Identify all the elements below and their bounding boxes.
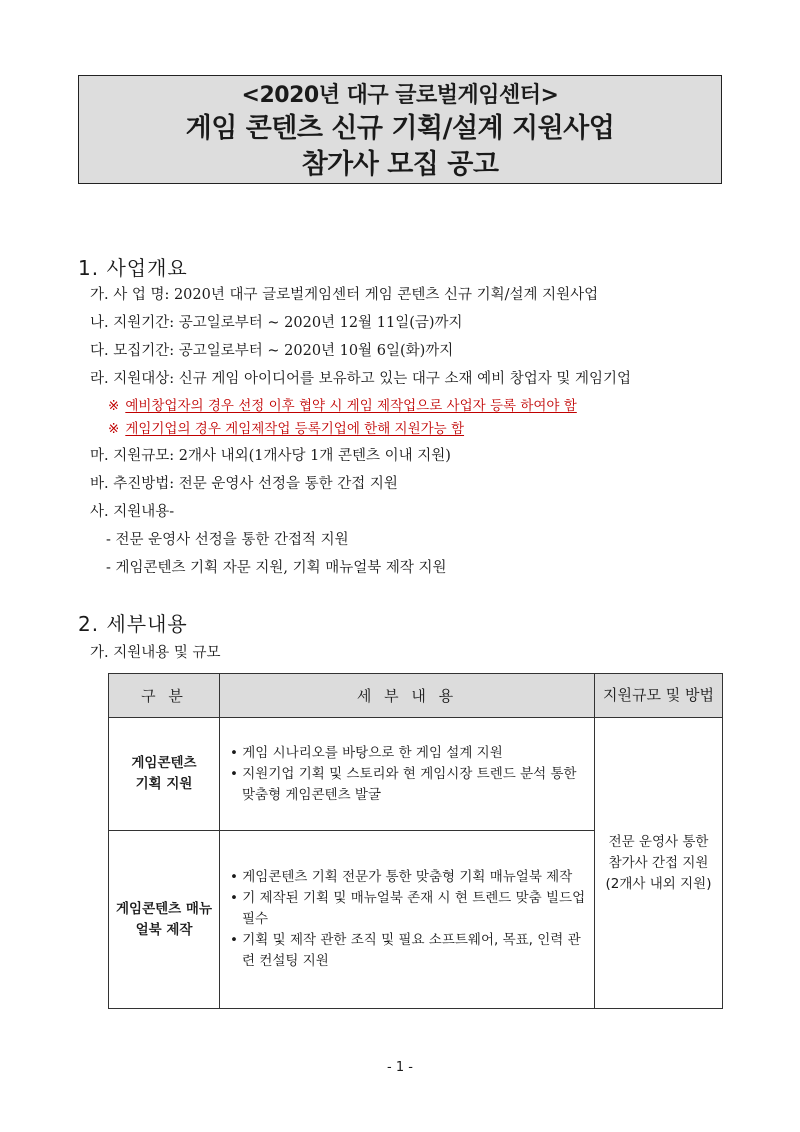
note-text: 예비창업자의 경우 선정 이후 협약 시 게임 제작업으로 사업자 등록 하여야 함 [125, 398, 577, 414]
title-line-3: 참가사 모집 공고 [301, 149, 499, 180]
title-line-2: 게임 콘텐츠 신규 기획/설계 지원사업 [185, 113, 615, 144]
detail-bullet: • 기 제작된 기획 및 매뉴얼북 존재 시 현 트렌드 맞춤 빌드업 필수 [230, 890, 586, 927]
overview-item-target: 라. 지원대상: 신규 게임 아이디어를 보유하고 있는 대구 소재 예비 창업자 및 게임기업 [90, 371, 632, 387]
table-row [109, 718, 723, 831]
overview-item-period: 나. 지원기간: 공고일로부터 ~ 2020년 12월 11일(금)까지 [90, 315, 463, 331]
row-category-text: 게임콘텐츠 기획 지원 [131, 755, 197, 792]
note-mark: ※ [108, 421, 120, 437]
page-number: - 1 - [387, 1060, 413, 1075]
row-details [220, 718, 595, 831]
content-subitem: - 전문 운영사 선정을 통한 간접적 지원 [106, 532, 349, 548]
row-category [109, 718, 220, 831]
detail-bullet: • 게임 시나리오를 바탕으로 한 게임 설계 지원 [230, 744, 503, 761]
detail-bullet: • 기획 및 제작 관한 조직 및 필요 소프트웨어, 목표, 인력 관련 컨설팅 지원 [230, 932, 581, 969]
detail-bullet: • 게임콘텐츠 기획 전문가 통한 맞춤형 기획 매뉴얼북 제작 [230, 869, 573, 885]
title-box [78, 75, 722, 184]
overview-item-method: 바. 추진방법: 전문 운영사 선정을 통한 간접 지원 [90, 476, 398, 492]
overview-item-name: 가. 사 업 명: 2020년 대구 글로벌게임센터 게임 콘텐츠 신규 기획/설계 지원사업 [90, 287, 599, 303]
section-2-heading: 2. 세부내용 [78, 612, 188, 636]
row-category-text: 게임콘텐츠 매뉴얼북 제작 [116, 900, 212, 938]
section-1-heading: 1. 사업개요 [78, 256, 188, 280]
note-company [108, 420, 464, 438]
header-method: 지원규모 및 방법 [595, 674, 723, 718]
detail-bullet: • 지원기업 기획 및 스토리와 현 게임시장 트렌드 분석 통한 맞춤형 게임콘텐츠 발굴 [230, 765, 577, 803]
header-category: 구 분 [109, 674, 220, 718]
row-details [220, 831, 595, 1009]
content-subitem: - 게임콘텐츠 기획 자문 지원, 기획 매뉴얼북 제작 지원 [106, 560, 447, 576]
support-table [108, 673, 723, 1009]
overview-item-recruit: 다. 모집기간: 공고일로부터 ~ 2020년 10월 6일(화)까지 [90, 343, 454, 359]
overview-item-content: 사. 지원내용- [90, 504, 175, 520]
note-mark: ※ [108, 398, 120, 414]
note-preliminary [108, 397, 577, 415]
section-2-subheading: 가. 지원내용 및 규모 [90, 645, 221, 661]
table-header-row [109, 674, 723, 718]
note-text: 게임기업의 경우 게임제작업 등록기업에 한해 지원가능 함 [125, 421, 465, 437]
title-line-1: <2020년 대구 글로벌게임센터> [241, 83, 559, 108]
header-details: 세 부 내 용 [220, 674, 595, 718]
method-text: 전문 운영사 통한 참가사 간접 지원 (2개사 내외 지원) [605, 833, 712, 892]
overview-item-scale: 마. 지원규모: 2개사 내외(1개사당 1개 콘텐츠 이내 지원) [90, 448, 451, 464]
row-category [109, 831, 220, 1009]
method-cell [595, 718, 723, 1009]
